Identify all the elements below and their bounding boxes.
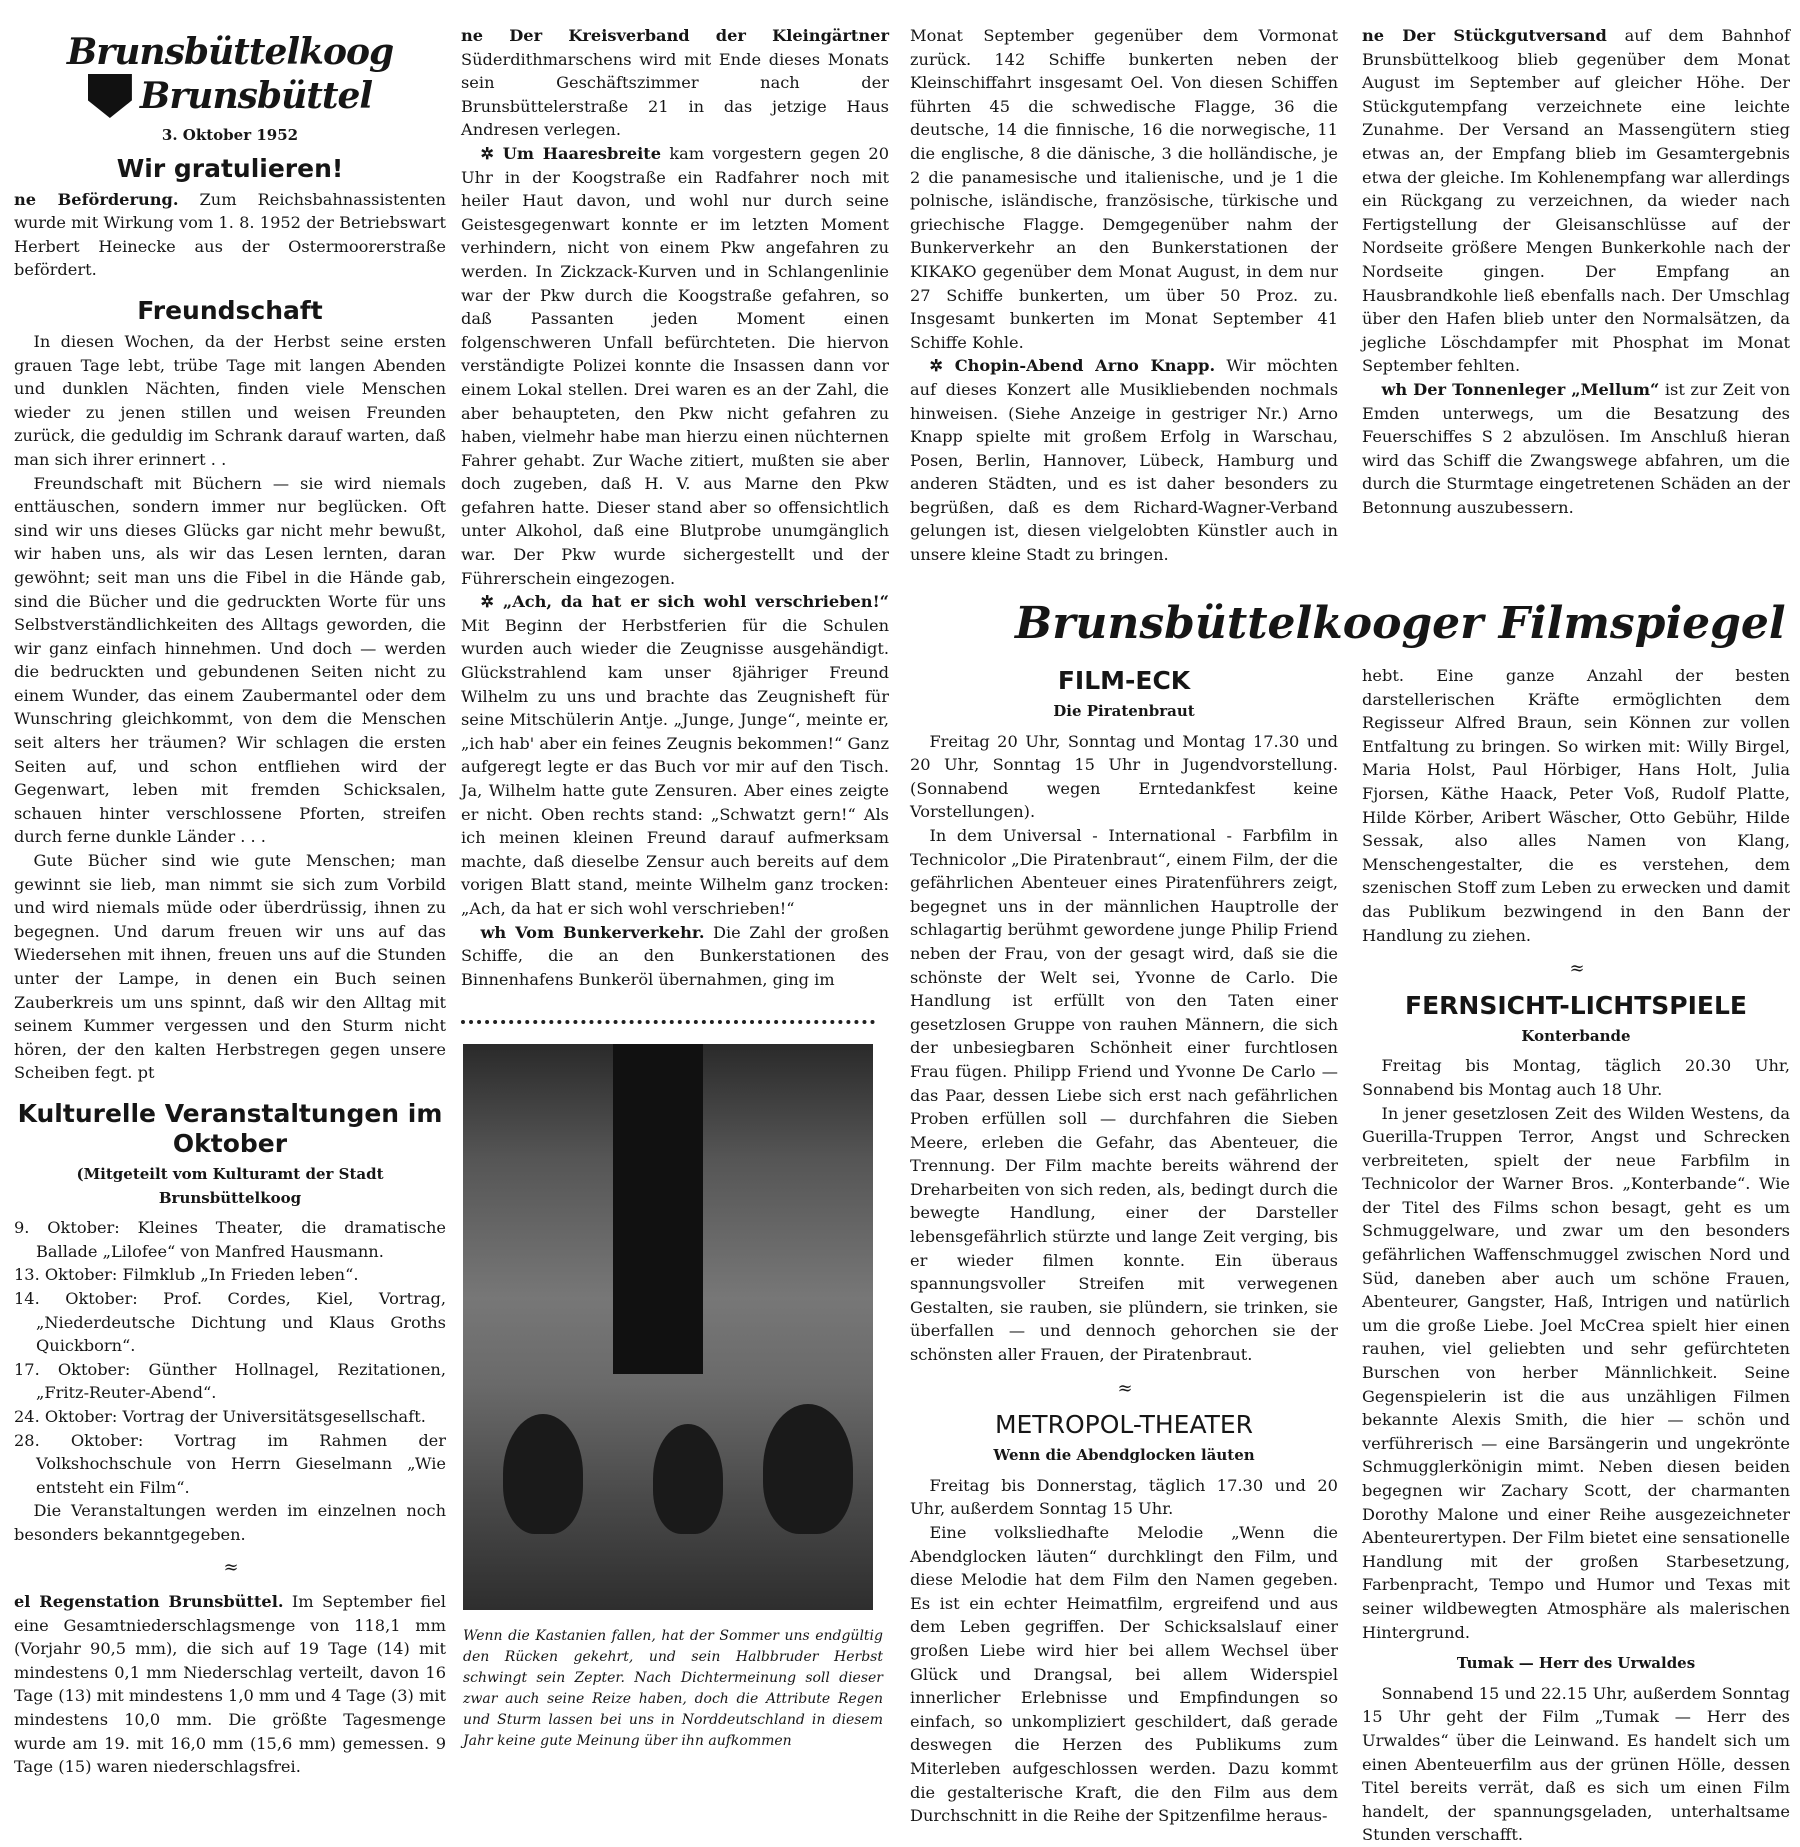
lead: wh Der Tonnenleger „Mellum“	[1381, 379, 1660, 399]
masthead	[14, 30, 446, 118]
column-1	[14, 30, 446, 1779]
paragraph: Freitag bis Donnerstag, täglich 17.30 und 20 Uhr, außerdem Sonntag 15 Uhr.	[910, 1475, 1338, 1519]
paragraph: In jener gesetzlosen Zeit des Wilden Westens, da Guerilla-Truppen Terror, Angst und Schrecken verbreiteten, spielt der neue Farbfilm in Technicolor der Warner Bros. „Konterbande“. Wie der Titel des Films schon besagt, geht es um Schmuggelware, und zwar um den besonders gefährlichen Waffenschmuggel zwischen Nord und Süd, daneben aber auch um schöne Frauen, Abenteurer, Gangster, Haß, Intrigen und natürlich um die große Liebe. Joel McCrea spielt hier einen rauhen, viel geliebten und sehr gefürchteten Burschen von herber Männlichkeit. Seine Gegenspielerin ist die aus unzähligen Filmen bekannte Alexis Smith, die hier — schön und verführerisch — eine Barsängerin und ungekrönte Schmugglerkönigin mimt. Neben diesen beiden begegnen wir Zachary Scott, der charmanten Dorothy Malone und einer Reihe ausgezeichneter Abenteurertypen. Der Film bietet eine sensationelle Handlung mit der großen Starbesetzung, Farbenpracht, Tempo und Humor und Texas mit seiner wildbewegten Atmosphäre als malerischen Hintergrund.	[1362, 1103, 1790, 1642]
column-3-top	[910, 24, 1338, 567]
article-chopin	[910, 354, 1338, 566]
masthead-line1: Brunsbüttelkoog	[66, 31, 394, 73]
lead: ✲ Um Haaresbreite	[480, 143, 662, 163]
film-title: Wenn die Abendglocken läuten	[993, 1446, 1255, 1465]
heading-kultur: Kulturelle Veranstaltungen im Oktober	[17, 1098, 443, 1158]
masthead-line2-row	[14, 74, 446, 118]
list-item: 13. Oktober: Filmklub „In Frieden leben“.	[14, 1265, 359, 1285]
list-item: 24. Oktober: Vortrag der Universitätsgesellschaft.	[14, 1406, 426, 1426]
paragraph: In dem Universal - International - Farbfilm in Technicolor „Die Piratenbraut“, einem Film, der die gefährlichen Abenteuer eines Piratenführers zeigt, begegnet uns in der männlichen Hauptrolle der schlagartig berühmt gewordene junge Philip Friend neben der Frau, von der gesagt wird, daß sie die schönste der Welt sei, Yvonne de Carlo. Die Handlung ist erfüllt von den Taten einer gesetzlosen Gruppe von rauhen Männern, die sich der unbesiegbaren Schönheit einer furchtlosen Frau fügen. Philipp Friend und Yvonne De Carlo — das Paar, dessen Liebe sich erst nach gefährlichen Proben erfüllen soll — durchfahren die Sieben Meere, erleben die Gefahr, das Abenteuer, die Trennung. Der Film machte bereits während der Dreharbeiten von sich reden, als, bedingt durch die bewegte Handlung, einer der Darsteller lebensgefährlich stürzte und lange Zeit verging, bis er wieder filmen konnte. Ein überaus spannungsvoller Streifen mit verwegenen Gestalten, sie rauben, sie plündern, sie trinken, sie überfallen — und dennoch gehorchen sie der schönsten aller Frauen, der Piratenbraut.	[910, 825, 1338, 1365]
body: Die Zahl der großen Schiffe, die an den Bunkerstationen des Binnenhafens Bunkeröl übernahmen, ging im	[461, 922, 889, 989]
paragraph: hebt. Eine ganze Anzahl der besten darstellerischen Kräfte ermöglichten dem Regisseur Alfred Braun, sein Können zur vollen Entfaltung zu bringen. So wirken mit: Willy Birgel, Maria Holst, Paul Hörbiger, Hans Holt, Julia Fjorsen, Käthe Haack, Peter Voß, Rudolf Platte, Hilde Körber, Aribert Wäscher, Otto Gebühr, Hilde Sessak, also alles Namen von Klang, Menschengestalter, die es verstehen, dem szenischen Stoff zum Leben zu erwecken und damit das Publikum bezwingend in den Bann der Handlung zu ziehen.	[1362, 666, 1790, 945]
body: Süderdithmarschens wird mit Ende dieses Monats sein Geschäftszimmer nach der Brunsbüttelerstraße 21 in das jetzige Haus Andresen verlegen.	[461, 49, 889, 140]
article-kleingaertner	[461, 24, 889, 142]
photo-children-chestnuts	[463, 1044, 873, 1610]
body: Im September fiel eine Gesamtniederschlagsmenge von 118,1 mm (Vorjahr 90,5 mm), die sich auf 19 Tage (14) mit mindestens 0,1 mm Niederschlag verteilt, davon 16 Tage (13) mit mindestens 1,0 mm und 4 Tage (3) mit mindestens 10,0 mm. Die größte Tagesmenge wurde am 19. mit 16,0 mm (15,6 mm) gemessen. 9 Tage (15) waren niederschlagsfrei.	[14, 1592, 446, 1777]
filmspiegel-title: Brunsbüttelkooger Filmspiegel	[1015, 598, 1786, 649]
article-bunkerverkehr	[461, 921, 889, 992]
column-4-top	[1362, 24, 1790, 519]
kultur-subtitle: (Mitgeteilt vom Kulturamt der Stadt Brunsbüttelkoog	[76, 1164, 384, 1207]
lead: ne Beförderung.	[14, 189, 179, 209]
column-4-films	[1362, 664, 1790, 1847]
lead: wh Vom Bunkerverkehr.	[480, 922, 705, 942]
tree-trunk	[613, 1044, 703, 1374]
film-title-tumak: Tumak — Herr des Urwaldes	[1456, 1654, 1696, 1673]
ornament-divider: ≈	[1569, 958, 1583, 980]
theater-fernsicht: FERNSICHT-LICHTSPIELE	[1405, 990, 1747, 1020]
article-regenstation	[14, 1590, 446, 1779]
list-item: 28. Oktober: Vortrag im Rahmen der Volkshochschule von Herrn Gieselmann „Wie entsteht ein Film“.	[14, 1430, 446, 1497]
column-3-films	[910, 660, 1338, 1828]
issue-date: 3. Oktober 1952	[161, 126, 299, 144]
lead: el Regenstation Brunsbüttel.	[14, 1592, 284, 1612]
theater-metropol: METROPOL-THEATER	[994, 1410, 1254, 1440]
article-haaresbreite	[461, 142, 889, 590]
article-verschrieben	[461, 590, 889, 920]
body: kam vorgestern gegen 20 Uhr in der Koogstraße ein Radfahrer noch mit heiler Haut davon, und wohl nur durch seine Geistesgegenwart konnte er im letzten Moment verhindern, nicht von einem Pkw angefahren zu werden. In Zickzack-Kurven und in Schlangenlinie war der Pkw durch die Koogstraße gefahren, so daß Passanten jeden Moment einen folgenschweren Unfall befürchteten. Die hiervon verständigte Polizei konnte die Insassen dann vor einem Lokal stellen. Drei waren es an der Zahl, die aber behaupteten, den Pkw nicht gefahren zu haben, vielmehr habe man hierzu einen nüchternen Fahrer gehabt. Zur Wache zitiert, mußten sie aber doch zugeben, daß H. V. aus Marne den Pkw gefahren hatte. Dieser stand aber so offensichtlich unter Alkohol, daß eine Blutprobe unumgänglich war. Der Pkw wurde sichergestellt und der Führerschein eingezogen.	[461, 143, 889, 588]
lead: ne Der Kreisverband der Kleingärtner	[461, 26, 889, 45]
ornament-divider: ≈	[1117, 1377, 1131, 1399]
list-item: 17. Oktober: Günther Hollnagel, Rezitationen, „Fritz-Reuter-Abend“.	[14, 1359, 446, 1403]
body: auf dem Bahnhof Brunsbüttelkoog blieb gegenüber dem Monat August im September auf gleicher Höhe. Der Stückgutempfang verzeichnete eine leichte Zunahme. Der Versand an Massengütern stieg etwas an, der Empfang blieb im Gesamtergebnis etwa der gleiche. Im Kohlenempfang war allerdings ein Rückgang zu verzeichnen, da wieder nach Fertigstellung der Gleisanschlüsse auf der Nordseite größere Mengen Bunkerkohle nach der Nordseite gingen. Der Empfang an Hausbrandkohle ließ ebenfalls nach. Der Umschlag über den Hafen blieb unter den Normalsätzen, da jegliche Löschdampfer mit Phosphat im Monat September fehlten.	[1362, 26, 1791, 376]
heading-gratulieren: Wir gratulieren!	[116, 153, 344, 183]
paragraph: Die Veranstaltungen werden im einzelnen noch besonders bekanntgegeben.	[14, 1501, 446, 1544]
body: ist zur Zeit von Emden unterwegs, um die Besatzung des Feuerschiffes S 2 abzulösen. Im Anschluß hieran wird das Schiff die Zwangswege abfahren, um die durch die Sturmtage eingetretenen Schäden an der Betonnung auszubessern.	[1362, 379, 1790, 517]
event-list	[14, 1216, 446, 1499]
article-stueckgut	[1362, 24, 1790, 378]
film-title: Die Piratenbraut	[1053, 702, 1195, 720]
article-tonnenleger	[1362, 378, 1790, 520]
body: Zum Reichsbahnassistenten wurde mit Wirkung vom 1. 8. 1952 der Betriebswart Herbert Heinecke aus der Ostermoorerstraße befördert.	[14, 189, 446, 280]
theater-filmeck: FILM-ECK	[1057, 666, 1191, 695]
film-title: Konterbande	[1521, 1026, 1631, 1045]
paragraph: Freitag 20 Uhr, Sonntag und Montag 17.30 und 20 Uhr, Sonntag 15 Uhr in Jugendvorstellung. (Sonnabend wegen Erntedankfest keine Vorstellungen).	[910, 731, 1338, 822]
paragraph: Freundschaft mit Büchern — sie wird niemals enttäuschen, sondern immer nur beglücken. Oft sind wir uns dieses Glücks gar nicht mehr bewußt, wir haben uns, als wir das Lesen lernten, daran gewöhnt; seit man uns die Fibel in die Hände gab, sind die Bücher und die gedruckten Worte für uns Selbstverständlichkeiten des Alltags geworden, die wir ganz einfach hinnehmen. Und doch — werden die bedruckten und gebundenen Seiten nicht zu einem Wunder, das einem Zaubermantel oder dem Wunschring gleichkommt, von dem die Menschen seit alters her träumen? Wir schlagen die ersten Seiten auf, und schon entfliehen wird der Gegenwart, leben mit fremden Schicksalen, schauen hinter verschlossene Pforten, streifen durch ferne dunkle Länder . . .	[14, 473, 446, 847]
column-2	[461, 24, 889, 991]
paragraph: In diesen Wochen, da der Herbst seine ersten grauen Tage lebt, trübe Tage mit langen Abenden und dunklen Nächten, finden viele Menschen wieder zu jenen stillen und weisen Freunden zurück, die geduldig im Schrank darauf warten, daß man sich ihrer erinnert . .	[14, 331, 446, 469]
article-befoerderung	[14, 188, 446, 282]
paragraph: Sonnabend 15 und 22.15 Uhr, außerdem Sonntag 15 Uhr geht der Film „Tumak — Herr des Urwaldes“ über die Leinwand. Es handelt sich um einen Abenteuerfilm aus der grünen Hölle, dessen Titel bereits verrät, daß es sich um einen Film handelt, der spannungsgeladen, unterhaltsame Stunden verschafft.	[1362, 1683, 1790, 1845]
coat-of-arms-icon	[88, 74, 132, 118]
body: Wir möchten auf dieses Konzert alle Musikliebenden nochmals hinweisen. (Siehe Anzeige in gestriger Nr.) Arno Knapp spielte mit großem Erfolg in Warschau, Posen, Berlin, Hannover, Lübeck, Hamburg und anderen Städten, und es ist daher besonders zu begrüßen, daß es dem Richard-Wagner-Verband gelungen ist, diesen vielgelobten Künstler auch in unsere kleine Stadt zu bringen.	[910, 356, 1338, 565]
list-item: 14. Oktober: Prof. Cordes, Kiel, Vortrag, „Niederdeutsche Dichtung und Klaus Groths Quickborn“.	[14, 1288, 446, 1356]
masthead-line2: Brunsbüttel	[139, 75, 373, 117]
ornament-divider: ≈	[223, 1557, 237, 1579]
photo-caption: Wenn die Kastanien fallen, hat der Sommer uns endgültig den Rücken gekehrt, und sein Halbbruder Herbst schwingt sein Zepter. Nach Dichtermeinung soll dieser zwar auch seine Reize haben, doch die Attribute Regen und Sturm lassen bei uns in Norddeutschland in diesem Jahr keine gute Meinung über ihn aufkommen	[463, 1628, 883, 1749]
paragraph: Eine volksliedhafte Melodie „Wenn die Abendglocken läuten“ durchklingt den Film, und diese Melodie hat dem Film den Namen gegeben. Es ist ein echter Heimatfilm, ergreifend und aus dem Leben gegriffen. Der Schicksalslauf einer großen Liebe wird hier bei allem Wechsel über Glück und Drangsal, bei allem Widerspiel innerlicher Erlebnisse und Empfindungen so einfach, so unkompliziert geschildert, daß gerade deswegen die Herzen des Publikums zum Miterleben aufgeschlossen werden. Dazu kommt die gestalterische Kraft, die den Film aus dem Durchschnitt in die Reihe der Spitzenfilme heraus-	[910, 1523, 1338, 1826]
list-item: 9. Oktober: Kleines Theater, die dramatische Ballade „Lilofee“ von Manfred Hausmann.	[14, 1218, 446, 1261]
lead: ✲ Chopin-Abend Arno Knapp.	[929, 356, 1216, 376]
lead: ✲ „Ach, da hat er sich wohl verschrieben!“	[480, 592, 889, 612]
body: Mit Beginn der Herbstferien für die Schulen wurden auch wieder die Zeugnisse ausgehändigt. Glückstrahlend kam unser 8jähriger Freund Wilhelm zu uns und brachte das Zeugnisheft für seine Mitschülerin Antje. „Junge, Junge“, meinte er, „ich hab' aber ein feines Zeugnis bekommen!“ Ganz aufgeregt legte er das Buch vor mir auf den Tisch. Ja, Wilhelm hatte gute Zensuren. Aber eines zeigte er nicht. Oben rechts stand: „Schwatzt gern!“ Als ich meinen kleinen Freund darauf aufmerksam machte, daß dieselbe Zensur auch bereits auf dem vorigen Blatt stand, meinte Wilhelm ganz trocken: „Ach, da hat er sich wohl verschrieben!“	[461, 615, 889, 918]
article-bunker-cont: Monat September gegenüber dem Vormonat zurück. 142 Schiffe bunkerten neben der Kleinschiffahrt insgesamt Oel. Von diesen Schiffen führten 45 die schwedische Flagge, 36 die deutsche, 14 die finnische, 16 die norwegische, 11 die englische, 8 die dänische, 3 die holländische, je 2 die panamesische und italienische, und je 1 die polnische, isländische, französische, türkische und griechische Flagge. Demgegenüber nahm der Bunkerverkehr an den Bunkerstationen der KIKAKO gegenüber dem Monat August, in dem nur 27 Schiffe bunkerten, um über 50 Proz. zu. Insgesamt bunkerten im Monat September 41 Schiffe Kohle.	[910, 26, 1338, 352]
child-figure	[653, 1424, 723, 1534]
dotted-divider	[461, 1020, 875, 1030]
paragraph: Gute Bücher sind wie gute Menschen; man gewinnt sie lieb, man nimmt sie sich zum Vorbild und wird niemals müde oder überdrüssig, ihnen zu begegnen. Und darum freuen wir uns auf das Wiedersehen mit ihnen, freuen uns auf die Stunden unter der Lampe, in denen ein Buch seinen Zauberkreis um uns spinnt, daß wir den Alltag mit seinem Kummer vergessen und den Sturm nicht hören, der den kalten Herbstregen gegen unsere Scheiben fegt. pt	[14, 851, 446, 1083]
lead: ne Der Stückgutversand	[1362, 26, 1607, 45]
heading-freundschaft: Freundschaft	[137, 295, 323, 325]
child-figure	[503, 1414, 583, 1534]
child-figure	[763, 1404, 853, 1534]
paragraph: Freitag bis Montag, täglich 20.30 Uhr, Sonnabend bis Montag auch 18 Uhr.	[1362, 1056, 1790, 1099]
